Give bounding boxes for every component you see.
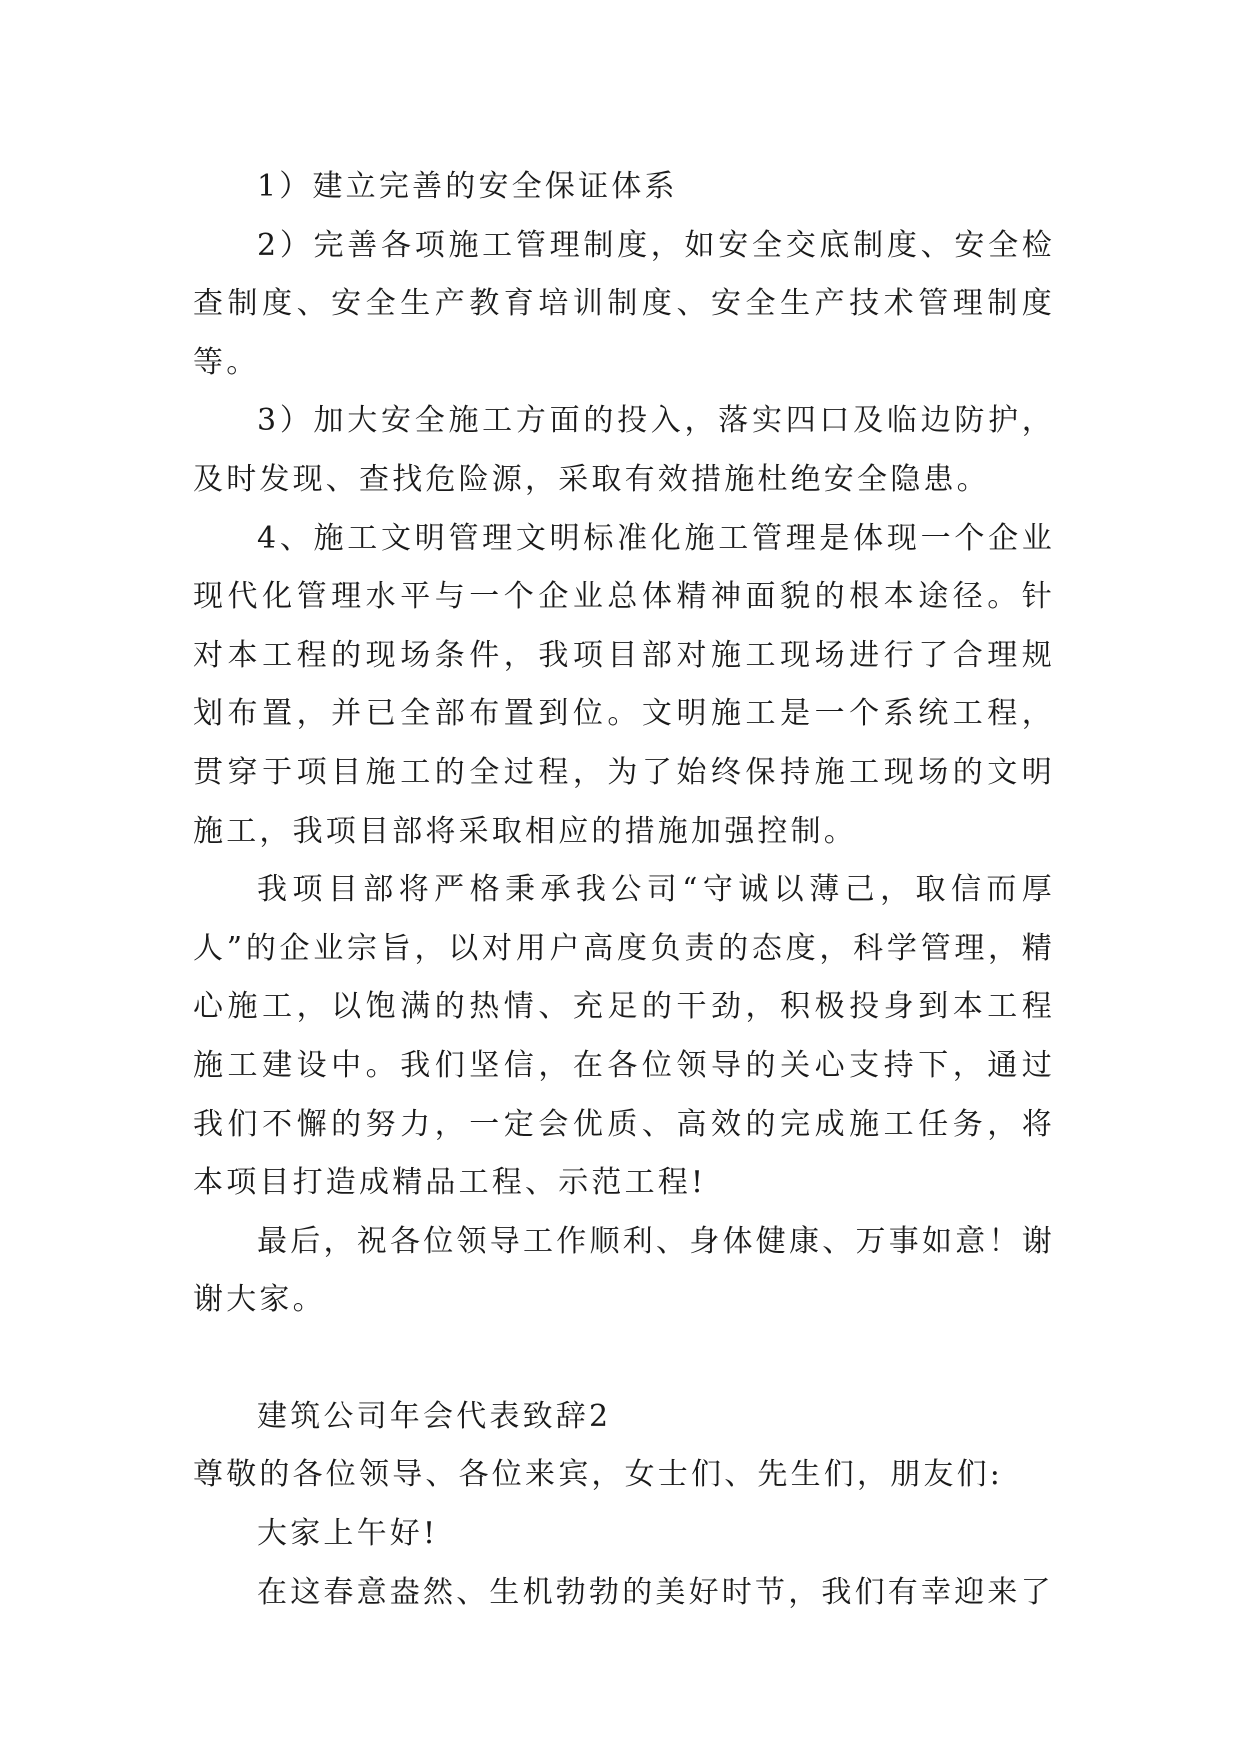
salutation: 尊敬的各位领导、各位来宾，女士们、先生们，朋友们: — [193, 1457, 1004, 1493]
paragraph-safety-investment: 3）加大安全施工方面的投入，落实四口及临边防护，及时发现、查找危险源，采取有效措施杜绝安全隐患。 — [193, 403, 1055, 497]
paragraph-closing-wishes: 最后，祝各位领导工作顺利、身体健康、万事如意！谢谢大家。 — [193, 1223, 1055, 1318]
paragraph-civilized-construction: 4、施工文明管理文明标准化施工管理是体现一个企业现代化管理水平与一个企业总体精神面貌的根本途径。针对本工程的现场条件，我项目部对施工现场进行了合理规划布置，并已全部布置到位。文明施工是一个系统工程，贯穿于项目施工的全过程，为了始终保持施工现场的文明施工，我项目部将采取相应的措施加强控制。 — [193, 520, 1055, 849]
opening-sentence: 在这春意盎然、生机勃勃的美好时节，我们有幸迎来了 — [257, 1574, 1054, 1610]
section-gap — [193, 1330, 1055, 1388]
paragraph-management-rules: 2）完善各项施工管理制度，如安全交底制度、安全检查制度、安全生产教育培训制度、安全生产技术管理制度等。 — [193, 227, 1055, 380]
paragraph-safety-system: 1）建立完善的安全保证体系 — [257, 169, 678, 204]
greeting: 大家上午好! — [257, 1516, 439, 1552]
document-body — [193, 158, 1055, 1622]
section-heading: 建筑公司年会代表致辞2 — [257, 1398, 612, 1434]
paragraph-company-tenet: 我项目部将严格秉承我公司“守诚以薄己，取信而厚人”的企业宗旨，以对用户高度负责的态度，科学管理，精心施工，以饱满的热情、充足的干劲，积极投身到本工程施工建设中。我们坚信，在各位领导的关心支持下，通过我们不懈的努力，一定会优质、高效的完成施工任务，将本项目打造成精品工程、示范工程! — [193, 872, 1055, 1201]
